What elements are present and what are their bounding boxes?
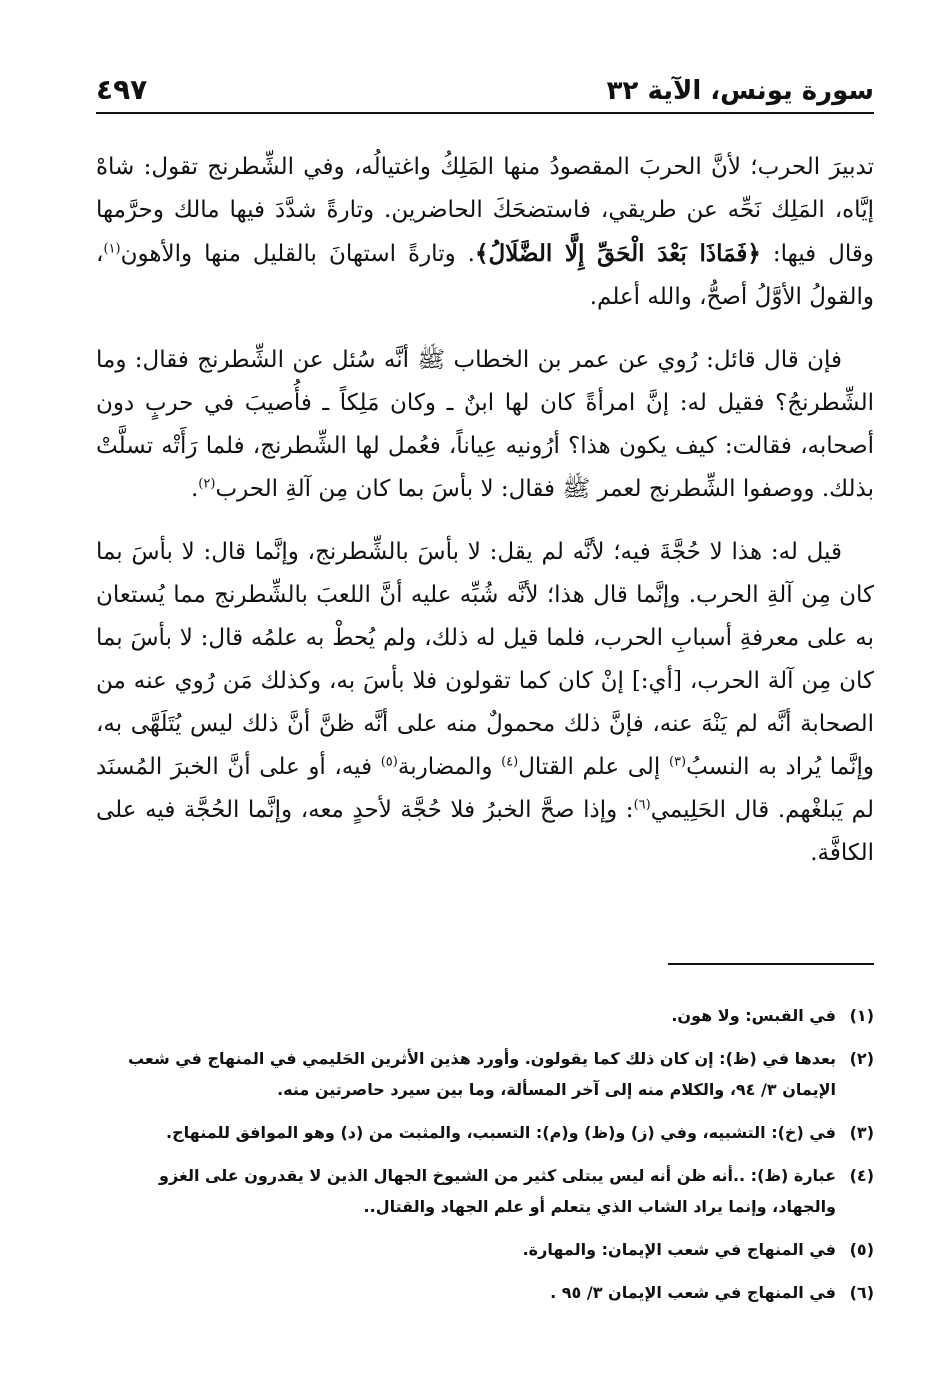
paragraph-3-part-a: قيل له: هذا لا حُجَّةَ فيه؛ لأنَّه لم يقل: لا بأسَ بالشِّطرنج، وإنَّما قال: لا بأسَ بما كان مِن آلةِ الحرب. وإنَّما قال هذا؛ لأنَّه شُبِّه عليه أنَّ اللعبَ بالشِّطرنج مما يُستعان به على معرفةِ أسبابِ الحرب، فلما قيل له ذلك، ولم يُحطْ به علمُه قال: لا بأسَ بما كان مِن آلة الحرب، [أي:] إنْ كان كما تقولون فلا بأسَ به، وكذلك مَن رُوي عنه من الصحابة أنَّه لم يَنْهَ عنه، فإنَّ ذلك محمولٌ منه على أنَّه ظنَّ أنَّ ذلك ليس يُتَلَهَّى به، وإنَّما يُراد به النسبُ (96, 539, 874, 780)
footnote-ref-1[interactable]: (١) (103, 241, 121, 257)
footnote-ref-6[interactable]: (٦) (633, 797, 651, 813)
footnote-number: (٣) (849, 1123, 874, 1142)
footnote-ref-5[interactable]: (٥) (380, 754, 398, 770)
footnote-text: في القبس: ولا هون. (671, 1006, 836, 1025)
footnote-number: (٢) (849, 1049, 874, 1068)
footnote-number: (١) (849, 1006, 874, 1025)
footnote-text: في (خ): التشبيه، وفي (ز) و(ظ) و(م): التسبب، والمثبت من (د) وهو الموافق للمنهاج. (166, 1123, 836, 1142)
footnote-ref-2[interactable]: (٢) (198, 476, 216, 492)
paragraph-3-part-d: فيه، أو على أنَّ الخبرَ المُسنَد لم يَبلغْهم. قال الحَلِيمي (96, 754, 874, 823)
footnote (96, 1000, 874, 1031)
footnote-ref-3[interactable]: (٣) (668, 754, 687, 770)
footnote-text: في المنهاج في شعب الإيمان ٣/ ٩٥ . (550, 1283, 836, 1302)
footnote-number: (٥) (849, 1240, 874, 1259)
paragraph-2-part-b: . (190, 476, 199, 502)
paragraph-1 (96, 146, 874, 319)
footnote-number: (٤) (849, 1166, 874, 1185)
footnote-text: في المنهاج في شعب الإيمان: والمهارة. (522, 1240, 836, 1259)
paragraph-2 (96, 339, 874, 511)
footnotes (96, 1000, 874, 1320)
footnote (96, 1160, 874, 1222)
paragraph-3-part-b: إلى علم القتال (518, 754, 669, 780)
page-number: ٤٩٧ (96, 73, 148, 106)
paragraph-3-part-e: : وإذا صحَّ الخبرُ فلا حُجَّة لأحدٍ معه، وإنَّما الحُجَّة فيه على الكافَّة. (96, 797, 874, 866)
footnote (96, 1043, 874, 1105)
paragraph-3 (96, 531, 874, 875)
paragraph-3-part-c: والمضاربة (397, 754, 502, 780)
running-header (96, 60, 874, 114)
footnote-number: (٦) (849, 1283, 874, 1302)
paragraph-2-part-a: فإن قال قائل: رُوي عن عمر بن الخطاب ﷺ أنَّه سُئل عن الشِّطرنج فقال: وما الشِّطرنجُ؟ فقيل له: إنَّ امرأةً كان لها ابنٌ ـ وكان مَلِكاً ـ فأُصيبَ في حربٍ دون أصحابه، فقالت: كيف يكون هذا؟ أرُونيه عِياناً، فعُمل لها الشِّطرنج، فلما رَأَتْه تسلَّتْ بذلك. ووصفوا الشِّطرنج لعمر ﷺ فقال: لا بأسَ بما كان مِن آلةِ الحرب (96, 347, 874, 502)
paragraph-1-part-a: تدبيرَ الحرب؛ لأنَّ الحربَ المقصودُ منها المَلِكُ واغتيالُه، وفي الشِّطرنج تقول: شاهْ إيَّاه، المَلِك نَحِّه عن طريقي، فاستضحَكَ الحاضرين. وتارةً شدَّدَ فيها مالك وحرَّمها وقال فيها: (96, 154, 874, 267)
footnote (96, 1277, 874, 1308)
footnote (96, 1234, 874, 1265)
quran-verse: ﴿فَمَاذَا بَعْدَ الْحَقِّ إِلَّا الضَّلَالُ﴾ (475, 240, 761, 267)
footnote-text: عبارة (ظ): ..أنه ظن أنه ليس يبتلى كثير من الشيوخ الجهال الذين لا يقدرون على الغزو والجهاد، وإنما يراد الشاب الذي يتعلم أو علم الجهاد والقتال.. (159, 1166, 836, 1216)
paragraph-1-part-b: . وتارةً استهانَ بالقليل منها والأهون (120, 241, 475, 267)
running-title: سورة يونس، الآية ٣٢ (606, 76, 874, 106)
footnote (96, 1117, 874, 1148)
paragraph-1-part-c: ، والقولُ الأوَّلُ أصحُّ، والله أعلم. (96, 241, 874, 310)
footnote-separator (668, 963, 874, 965)
footnote-text: بعدها في (ظ): إن كان ذلك كما يقولون. وأورد هذين الأثرين الحَليمي في المنهاج في شعب الإيمان ٣/ ٩٤، والكلام منه إلى آخر المسألة، وما بين سيرد حاصرتين منه. (127, 1049, 836, 1099)
main-text (96, 146, 874, 895)
footnote-ref-4[interactable]: (٤) (501, 754, 519, 770)
